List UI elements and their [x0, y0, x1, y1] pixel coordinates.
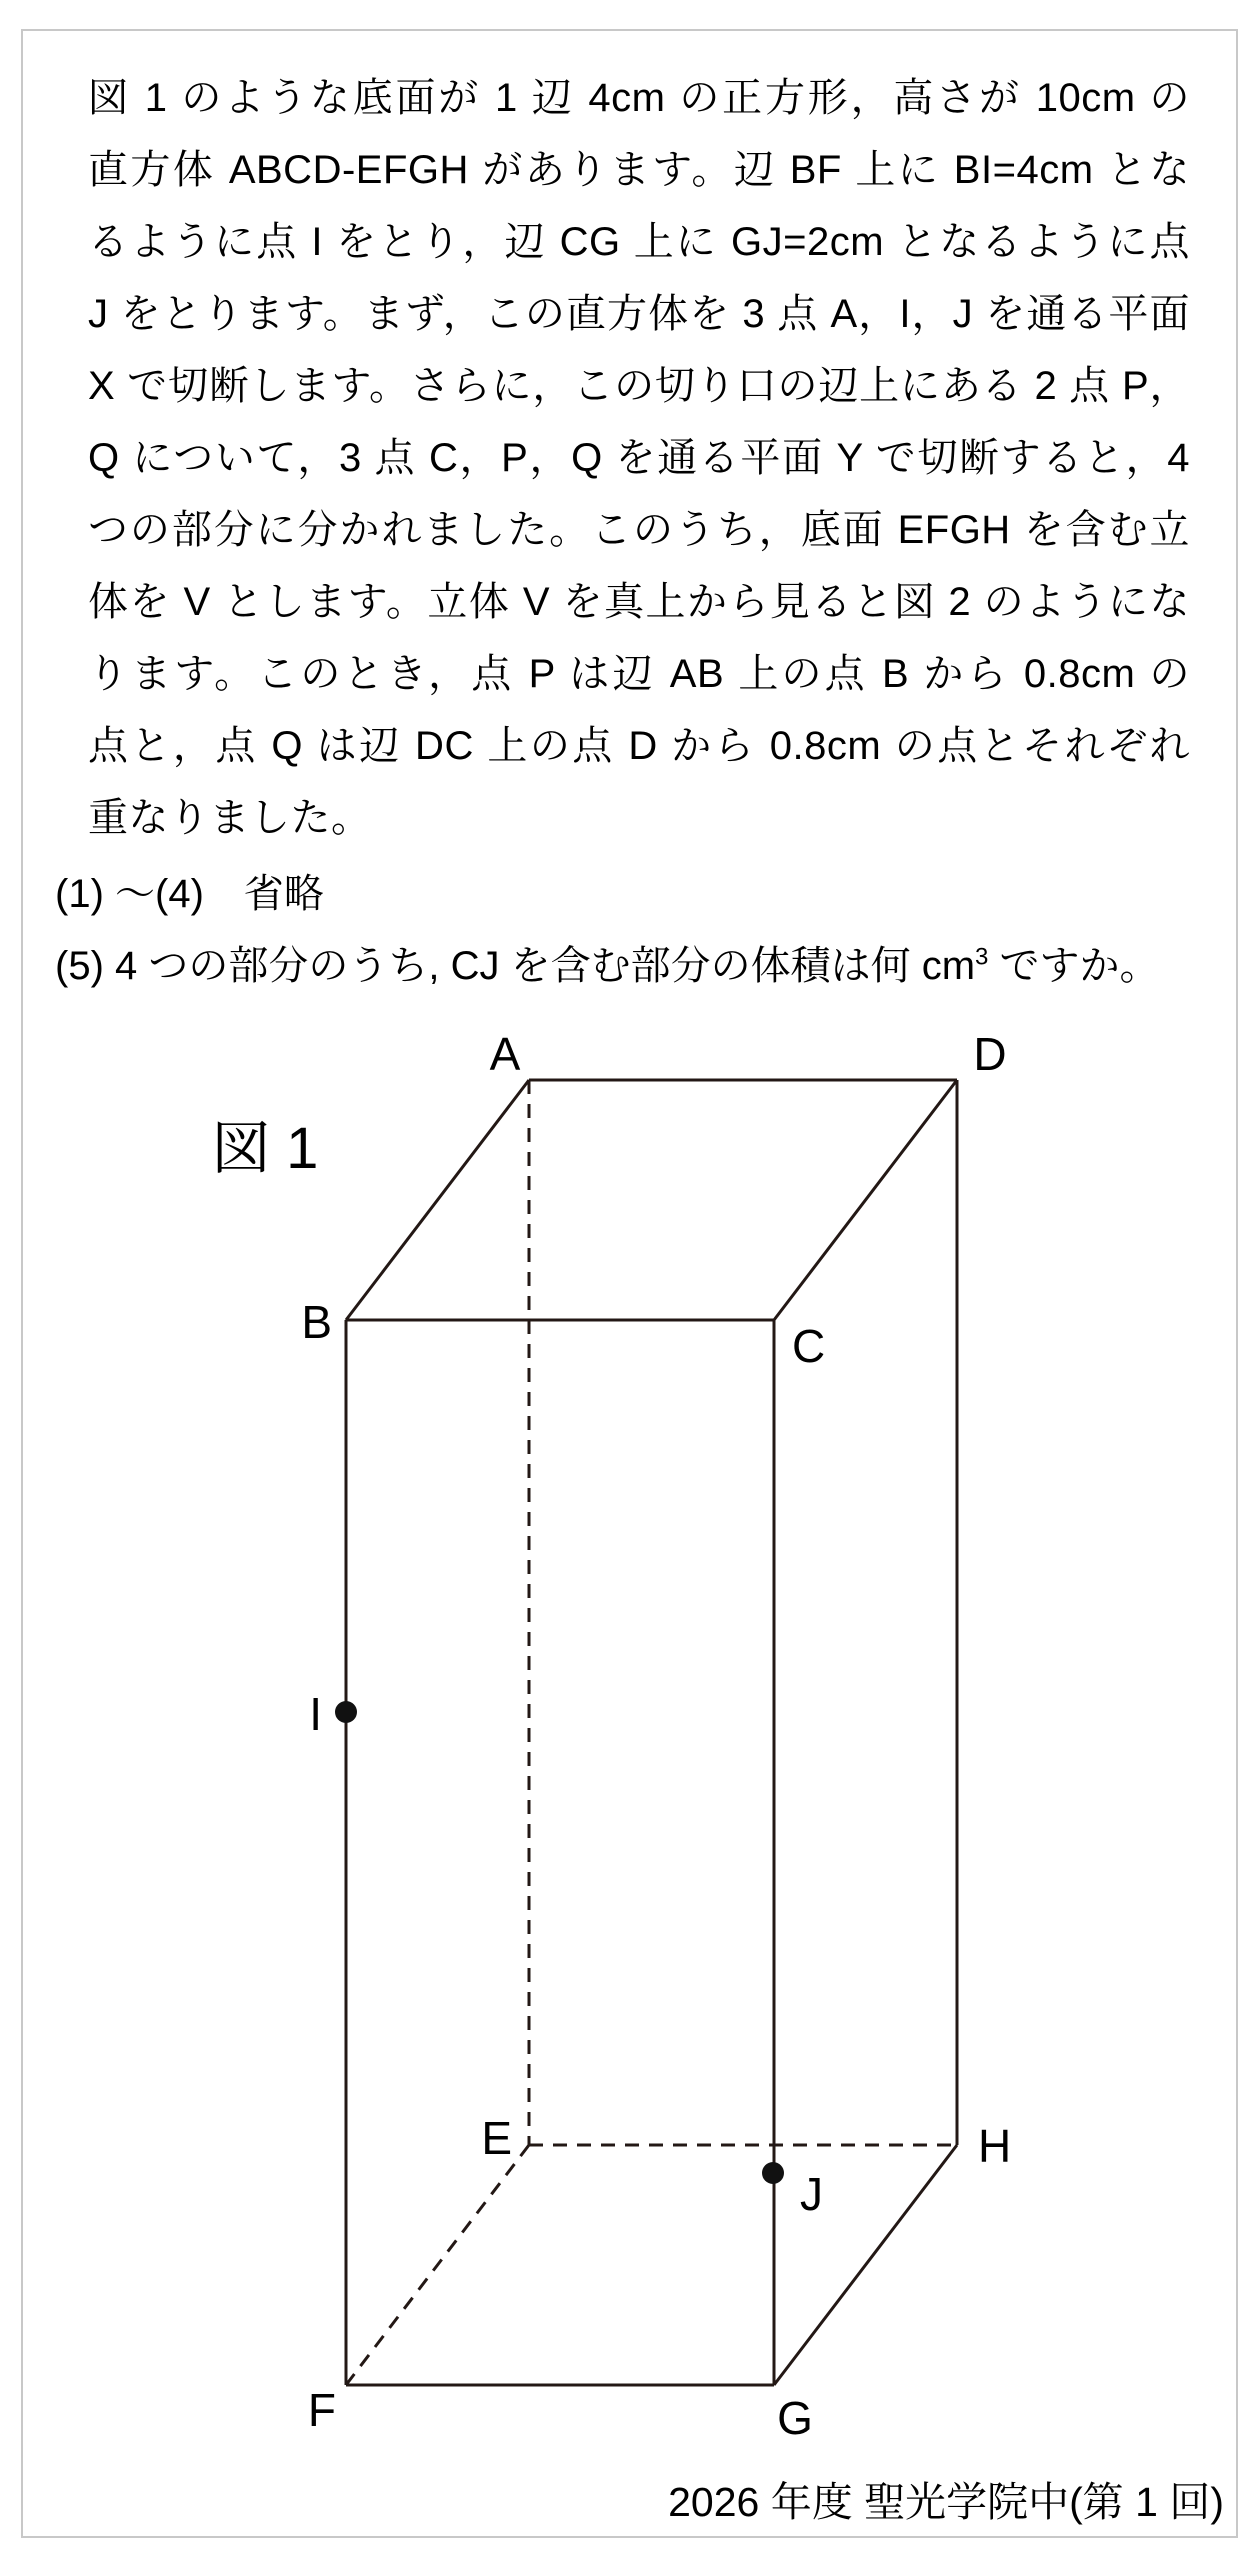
problem-line: 重なりました。 [88, 796, 372, 840]
figure-title: 図 1 [212, 1116, 319, 1181]
vertex-label-A: A [489, 1028, 521, 1080]
problem-line: 点と，点 Q は辺 DC 上の点 D から 0.8cm の点とそれぞれ [88, 724, 1190, 768]
problem-line: るように点 I をとり，辺 CG 上に GJ=2cm となるように点 [88, 220, 1190, 264]
question-5-text-end: ですか。 [988, 944, 1160, 988]
question-5-superscript: 3 [975, 943, 989, 971]
vertex-label-B: B [301, 1296, 332, 1348]
point-label-J: J [800, 2168, 823, 2220]
vertex-label-G: G [777, 2392, 813, 2444]
problem-line: Q について，3 点 C，P，Q を通る平面 Y で切断すると，4 [88, 436, 1190, 480]
exam-credit: 2026 年度 聖光学院中(第 1 回) [668, 2479, 1224, 2525]
problem-line: X で切断します。さらに，この切り口の辺上にある 2 点 P， [88, 364, 1190, 408]
problem-line: つの部分に分かれました。このうち，底面 EFGH を含む立 [88, 508, 1190, 552]
edge-AB [346, 1080, 529, 1320]
edge-EF-hidden [346, 2145, 529, 2385]
vertex-label-E: E [481, 2112, 512, 2164]
point-J-dot [762, 2162, 784, 2184]
vertex-label-H: H [978, 2120, 1012, 2172]
problem-line: 体を V とします。立体 V を真上から見ると図 2 のようにな [88, 580, 1190, 624]
vertex-label-F: F [307, 2384, 336, 2436]
question-1-4-omitted: (1) ～(4) 省略 [55, 872, 324, 916]
vertex-label-D: D [973, 1028, 1007, 1080]
problem-line: 直方体 ABCD-EFGH があります。辺 BF 上に BI=4cm とな [88, 148, 1190, 192]
edge-DC [774, 1080, 957, 1320]
problem-line: J をとります。まず，この直方体を 3 点 A，I，J を通る平面 [88, 292, 1190, 336]
problem-line: 図 1 のような底面が 1 辺 4cm の正方形，高さが 10cm の [88, 76, 1190, 120]
vertex-label-C: C [792, 1320, 826, 1372]
question-5-text: (5) 4 つの部分のうち, CJ を含む部分の体積は何 cm [55, 944, 976, 988]
point-label-I: I [309, 1688, 322, 1740]
problem-line: ります。このとき，点 P は辺 AB 上の点 B から 0.8cm の [88, 652, 1190, 696]
point-I-dot [335, 1701, 357, 1723]
